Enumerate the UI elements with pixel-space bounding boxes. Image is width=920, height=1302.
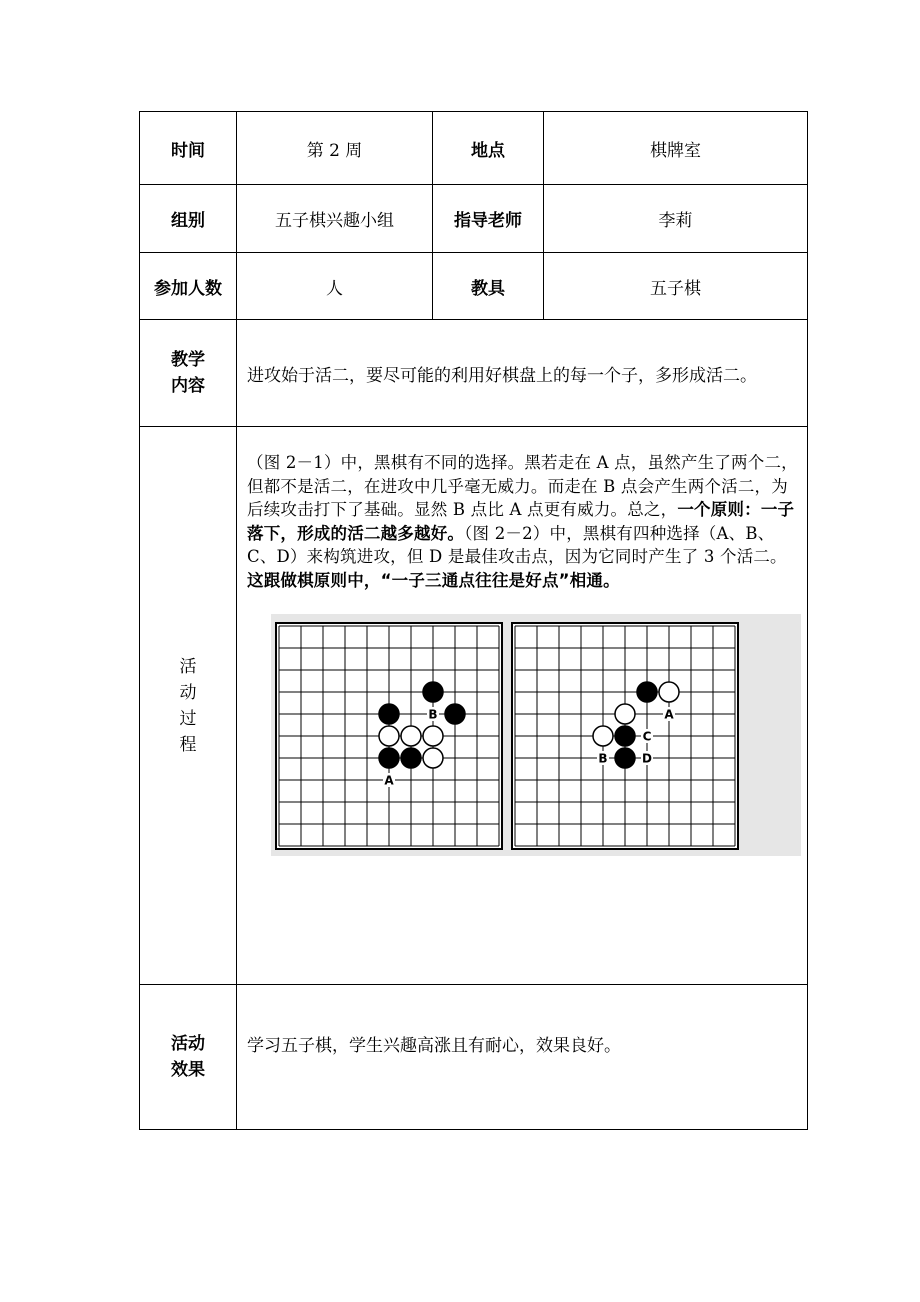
time-label: 时间 [140, 112, 237, 185]
process-principle: 一个原则：一子落下，形成的活二越多越好。 [247, 500, 795, 543]
process-rule: 这跟做棋原则中，“一子三通点往往是好点”相通。 [247, 570, 620, 590]
white-stone [423, 748, 443, 768]
black-stone [445, 704, 465, 724]
white-stone [659, 682, 679, 702]
white-stone [423, 726, 443, 746]
black-stone [637, 682, 657, 702]
group-value: 五子棋兴趣小组 [237, 185, 433, 253]
process-text-2: （图 2－2）中，黑棋有四种选择（A、B、C、D）来构筑进攻，但 D 是最佳攻击点，因为它同时产生了 3 个活二。 [247, 523, 787, 566]
content-text: 进攻始于活二，要尽可能的利用好棋盘上的每一个子，多形成活二。 [237, 320, 808, 427]
process-label-char: 动 [179, 682, 197, 703]
point-label: B [428, 707, 438, 722]
white-stone [379, 726, 399, 746]
process-paragraph [247, 451, 801, 592]
content-label-line1: 教学 [171, 350, 205, 370]
effect-label-line1: 活动 [171, 1034, 205, 1054]
effect-text: 学习五子棋，学生兴趣高涨且有耐心，效果良好。 [237, 985, 808, 1130]
group-label: 组别 [140, 185, 237, 253]
activity-plan-table [139, 111, 808, 1130]
white-stone [593, 726, 613, 746]
process-label-char: 过 [179, 708, 197, 729]
equipment-label: 教具 [433, 253, 544, 320]
black-stone [615, 748, 635, 768]
teacher-value: 李莉 [544, 185, 808, 253]
effect-label [140, 985, 237, 1130]
black-stone [423, 682, 443, 702]
white-stone [615, 704, 635, 724]
point-label: A [664, 707, 674, 722]
teacher-label: 指导老师 [433, 185, 544, 253]
process-label-char: 活 [179, 656, 197, 677]
participants-value: 人 [237, 253, 433, 320]
process-label-char: 程 [179, 734, 197, 755]
black-stone [401, 748, 421, 768]
black-stone [379, 748, 399, 768]
place-value: 棋牌室 [544, 112, 808, 185]
gomoku-board-2-2 [511, 622, 739, 850]
point-label: C [642, 729, 652, 744]
content-label [140, 320, 237, 427]
equipment-value: 五子棋 [544, 253, 808, 320]
content-label-line2: 内容 [171, 376, 205, 396]
process-text-1: （图 2－1）中，黑棋有不同的选择。黑若走在 A 点，虽然产生了两个二，但都不是活二，在进攻中几乎毫无威力。而走在 B 点会产生两个活二，为后续攻击打下了基础。显然 B 点比 A 点更有威力。总之， [247, 453, 798, 519]
diagram-figures [271, 614, 801, 856]
effect-label-line2: 效果 [171, 1060, 205, 1080]
point-label: B [598, 751, 608, 766]
time-value: 第 2 周 [237, 112, 433, 185]
diagram-area [271, 614, 801, 864]
black-stone [379, 704, 399, 724]
process-label [140, 427, 237, 985]
black-stone [615, 726, 635, 746]
point-label: D [642, 751, 652, 766]
participants-label: 参加人数 [140, 253, 237, 320]
point-label: A [384, 773, 394, 788]
place-label: 地点 [433, 112, 544, 185]
white-stone [401, 726, 421, 746]
process-content [237, 427, 808, 985]
gomoku-board-2-1 [275, 622, 503, 850]
